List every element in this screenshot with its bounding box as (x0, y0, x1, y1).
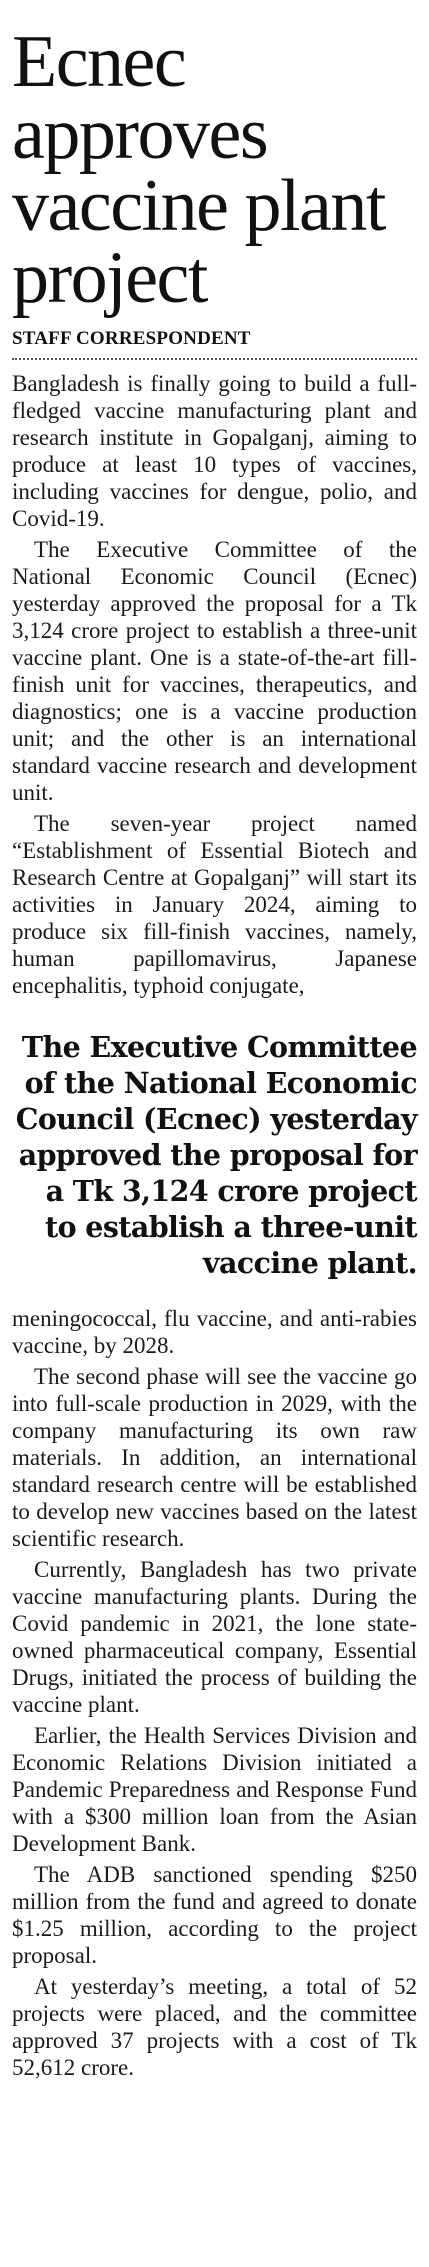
byline: STAFF CORRESPONDENT (12, 328, 251, 349)
pull-quote: The Executive Committee of the National Economic Council (Ecnec) yesterday approved the proposal for a Tk 3,124 crore project to establish a three-unit vaccine plant. (15, 1030, 417, 1280)
paragraph-3-continued: meningococcal, flu vaccine, and anti-rabies vaccine, by 2028. (12, 1306, 417, 1358)
paragraph-1: Bangladesh is finally going to build a full-fledged vaccine manufacturing plant and research institute in Gopalganj, aiming to produce at least 10 types of vaccines, including vaccines for dengue, polio, and Covid-19. (12, 371, 417, 531)
paragraph-2: The Executive Committee of the National Economic Council (Ecnec) yesterday approved the proposal for a Tk 3,124 crore project to establish a three-unit vaccine plant. One is a state-of-the-art fill-finish unit for vaccines, therapeutics, and diagnostics; one is a vaccine production unit; and the other is an international standard vaccine research and development unit. (12, 537, 417, 805)
dotted-divider (12, 358, 417, 360)
paragraph-4: The second phase will see the vaccine go into full-scale production in 2029, with the company manufacturing its own raw materials. In addition, an international standard research centre will be established to develop new vaccines based on the latest scientific research. (12, 1364, 417, 1551)
paragraph-6: Earlier, the Health Services Division and Economic Relations Division initiated a Pandemic Preparedness and Response Fund with a $300 million loan from the Asian Development Bank. (12, 1723, 417, 1856)
paragraph-7: The ADB sanctioned spending $250 million from the fund and agreed to donate $1.25 million, according to the project proposal. (12, 1862, 417, 1968)
headline: Ecnec approves vaccine plant project (12, 21, 385, 319)
paragraph-5: Currently, Bangladesh has two private vaccine manufacturing plants. During the Covid pandemic in 2021, the lone state-owned pharmaceutical company, Essential Drugs, initiated the process of building the vaccine plant. (12, 1557, 417, 1717)
paragraph-3: The seven-year project named “Establishment of Essential Biotech and Research Centre at Gopalganj” will start its activities in January 2024, aiming to produce six fill-finish vaccines, namely, human papillomavirus, Japanese encephalitis, typhoid conjugate, (12, 811, 417, 998)
paragraph-8: At yesterday’s meeting, a total of 52 projects were placed, and the committee approved 37 projects with a cost of Tk 52,612 crore. (12, 1974, 417, 2080)
